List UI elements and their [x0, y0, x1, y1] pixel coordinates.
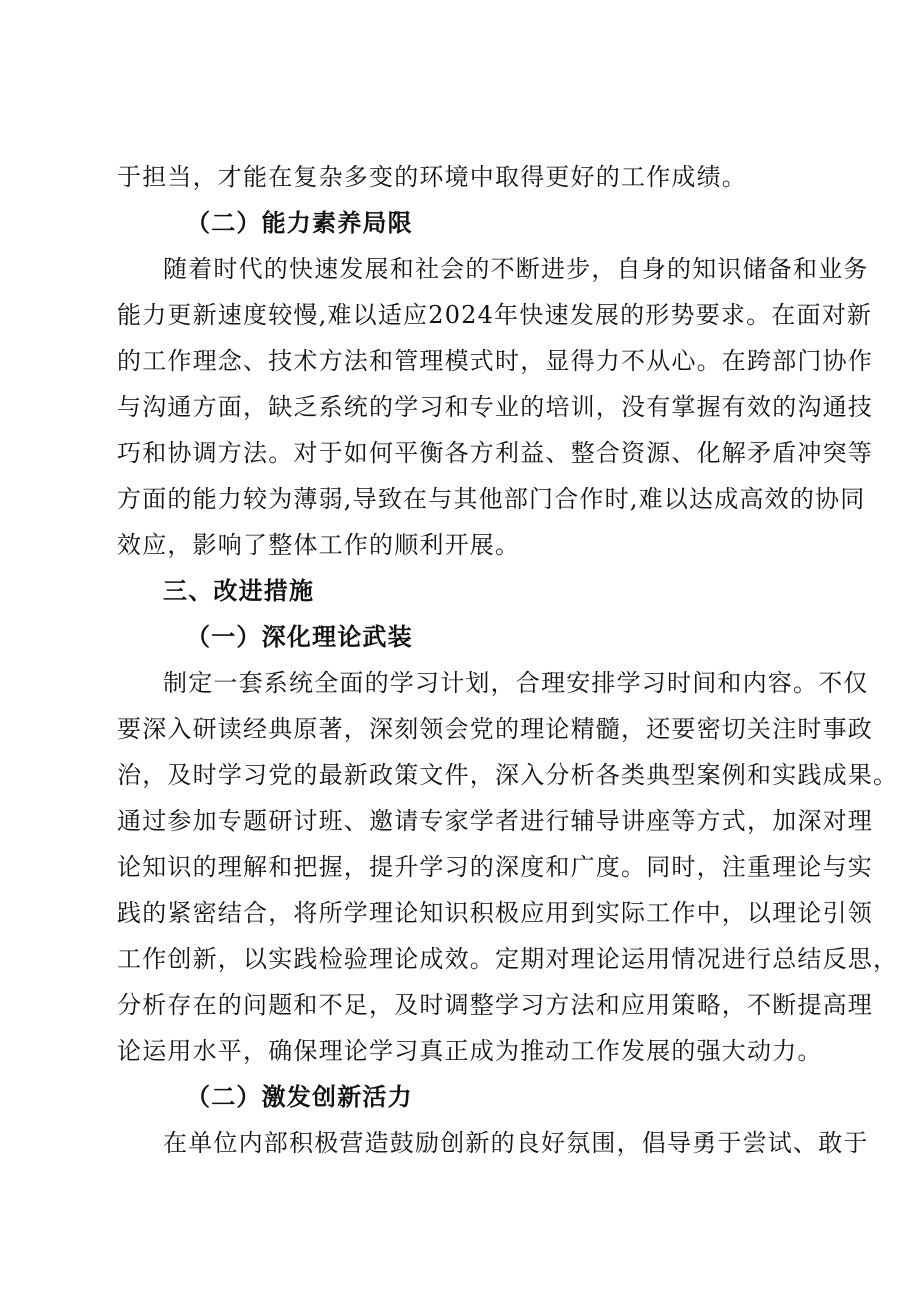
- paragraph-line: 通过参加专题研讨班、邀请专家学者进行辅导讲座等方式，加深对理: [117, 807, 873, 835]
- paragraph-line: 随着时代的快速发展和社会的不断进步，自身的知识储备和业务: [163, 255, 869, 283]
- paragraph-line: 工作创新，以实践检验理论成效。定期对理论运用情况进行总结反思，: [117, 945, 899, 973]
- section-subheading: （二）能力素养局限: [186, 208, 413, 237]
- paragraph-line: 能力更新速度较慢,难以适应2024年快速发展的形势要求。在面对新: [117, 301, 873, 329]
- paragraph-line: 治，及时学习党的最新政策文件，深入分析各类典型案例和实践成果。: [117, 761, 899, 789]
- paragraph-line: 要深入研读经典原著，深刻领会党的理论精髓，还要密切关注时事政: [117, 715, 873, 743]
- paragraph-line: 践的紧密结合，将所学理论知识积极应用到实际工作中，以理论引领: [117, 899, 873, 927]
- section-subheading: （二）激发创新活力: [186, 1082, 413, 1111]
- section-subheading: （一）深化理论武装: [186, 622, 413, 651]
- paragraph-line: 的工作理念、技术方法和管理模式时，显得力不从心。在跨部门协作: [117, 347, 873, 375]
- paragraph-line: 论知识的理解和把握，提升学习的深度和广度。同时，注重理论与实: [117, 853, 873, 881]
- paragraph-line: 方面的能力较为薄弱,导致在与其他部门合作时,难以达成高效的协同: [117, 485, 866, 513]
- paragraph-line: 于担当，才能在复杂多变的环境中取得更好的工作成绩。: [117, 163, 747, 191]
- paragraph-line: 与沟通方面，缺乏系统的学习和专业的培训，没有掌握有效的沟通技: [117, 393, 873, 421]
- paragraph-line: 效应，影响了整体工作的顺利开展。: [117, 531, 521, 559]
- paragraph-line: 制定一套系统全面的学习计划，合理安排学习时间和内容。不仅: [163, 669, 869, 697]
- section-heading: 三、改进措施: [163, 576, 315, 605]
- paragraph-line: 论运用水平，确保理论学习真正成为推动工作发展的强大动力。: [117, 1037, 823, 1065]
- paragraph-line: 巧和协调方法。对于如何平衡各方利益、整合资源、化解矛盾冲突等: [117, 439, 873, 467]
- paragraph-line: 分析存在的问题和不足，及时调整学习方法和应用策略，不断提高理: [117, 991, 873, 1019]
- paragraph-line: 在单位内部积极营造鼓励创新的良好氛围，倡导勇于尝试、敢于: [163, 1129, 869, 1157]
